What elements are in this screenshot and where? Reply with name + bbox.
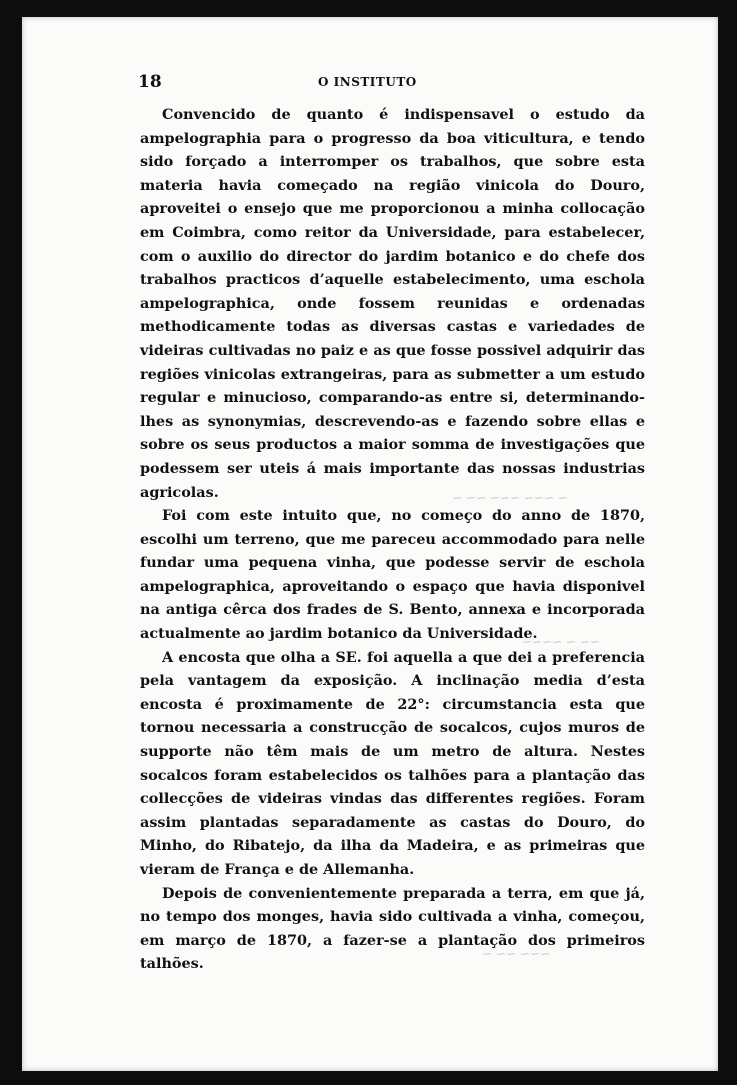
paragraph-2: Foi com este intuito que, no começo do anno de 1870, escolhi um terreno, que me pareceu accommodado para nelle fundar uma pequena vinha, que podesse servir de eschola ampelographica, aproveitando o espaço que havia disponivel na antiga cêrca dos frades de S. Bento, annexa e incorporada actualmente ao jardim botanico da Universidade.	[140, 507, 645, 643]
show-through-text: ~~ ~ ~~~~	[522, 635, 601, 649]
paragraph-1: Convencido de quanto é indispensavel o estudo da ampelographia para o progresso da boa viticultura, e tendo sido forçado a interromper os trabalhos, que sobre esta materia havia começado na região vinicola do Douro, aproveitei o ensejo que me proporcionou a minha collocação em Coimbra, como reitor da Universidade, para estabelecer, com o auxilio do director do jardim botanico e do chefe dos trabalhos practicos d’aquelle estabelecimento, uma eschola ampelographica, onde fossem reunidas e ordenadas methodicamente todas as diversas castas e variedades de videiras cultivadas no paiz e as que fosse possivel adquirir das regiões vinicolas extrangeiras, para as submetter a um estudo regular e minucioso, comparando-as entre si, determinando-lhes as synonymias, descrevendo-as e fazendo sobre ellas e sobre os seus productos a maior somma de investigações que podessem ser uteis á mais importante das nossas industrias agricolas.	[140, 106, 645, 501]
paragraph-4: Depois de convenientemente preparada a terra, em que já, no tempo dos monges, havia sido cultivada a vinha, começou, em março de 1870, a fazer-se a plantação dos primeiros talhões.	[140, 884, 645, 973]
show-through-text: ~ ~~~ ~~~ ~~ ~	[452, 491, 568, 505]
page-number: 18	[138, 72, 162, 92]
show-through-text: ~~~ ~~ ~	[482, 947, 550, 961]
body-text	[140, 103, 645, 976]
paragraph-3: A encosta que olha a SE. foi aquella a que dei a preferencia pela vantagem da exposição. A inclinação media d’esta encosta é proximamente de 22°: circumstancia esta que tornou necessaria a construcção de socalcos, cujos muros de supporte não têm mais de um metro de altura. Nestes socalcos foram estabelecidos os talhões para a plantação das collecções de videiras vindas das differentes regiões. Foram assim plantadas separadamente as castas do Douro, do Minho, do Ribatejo, da ilha da Madeira, e as primeiras que vieram de França e de Allemanha.	[140, 648, 645, 878]
running-head	[138, 72, 643, 96]
journal-title: O INSTITUTO	[318, 75, 417, 89]
